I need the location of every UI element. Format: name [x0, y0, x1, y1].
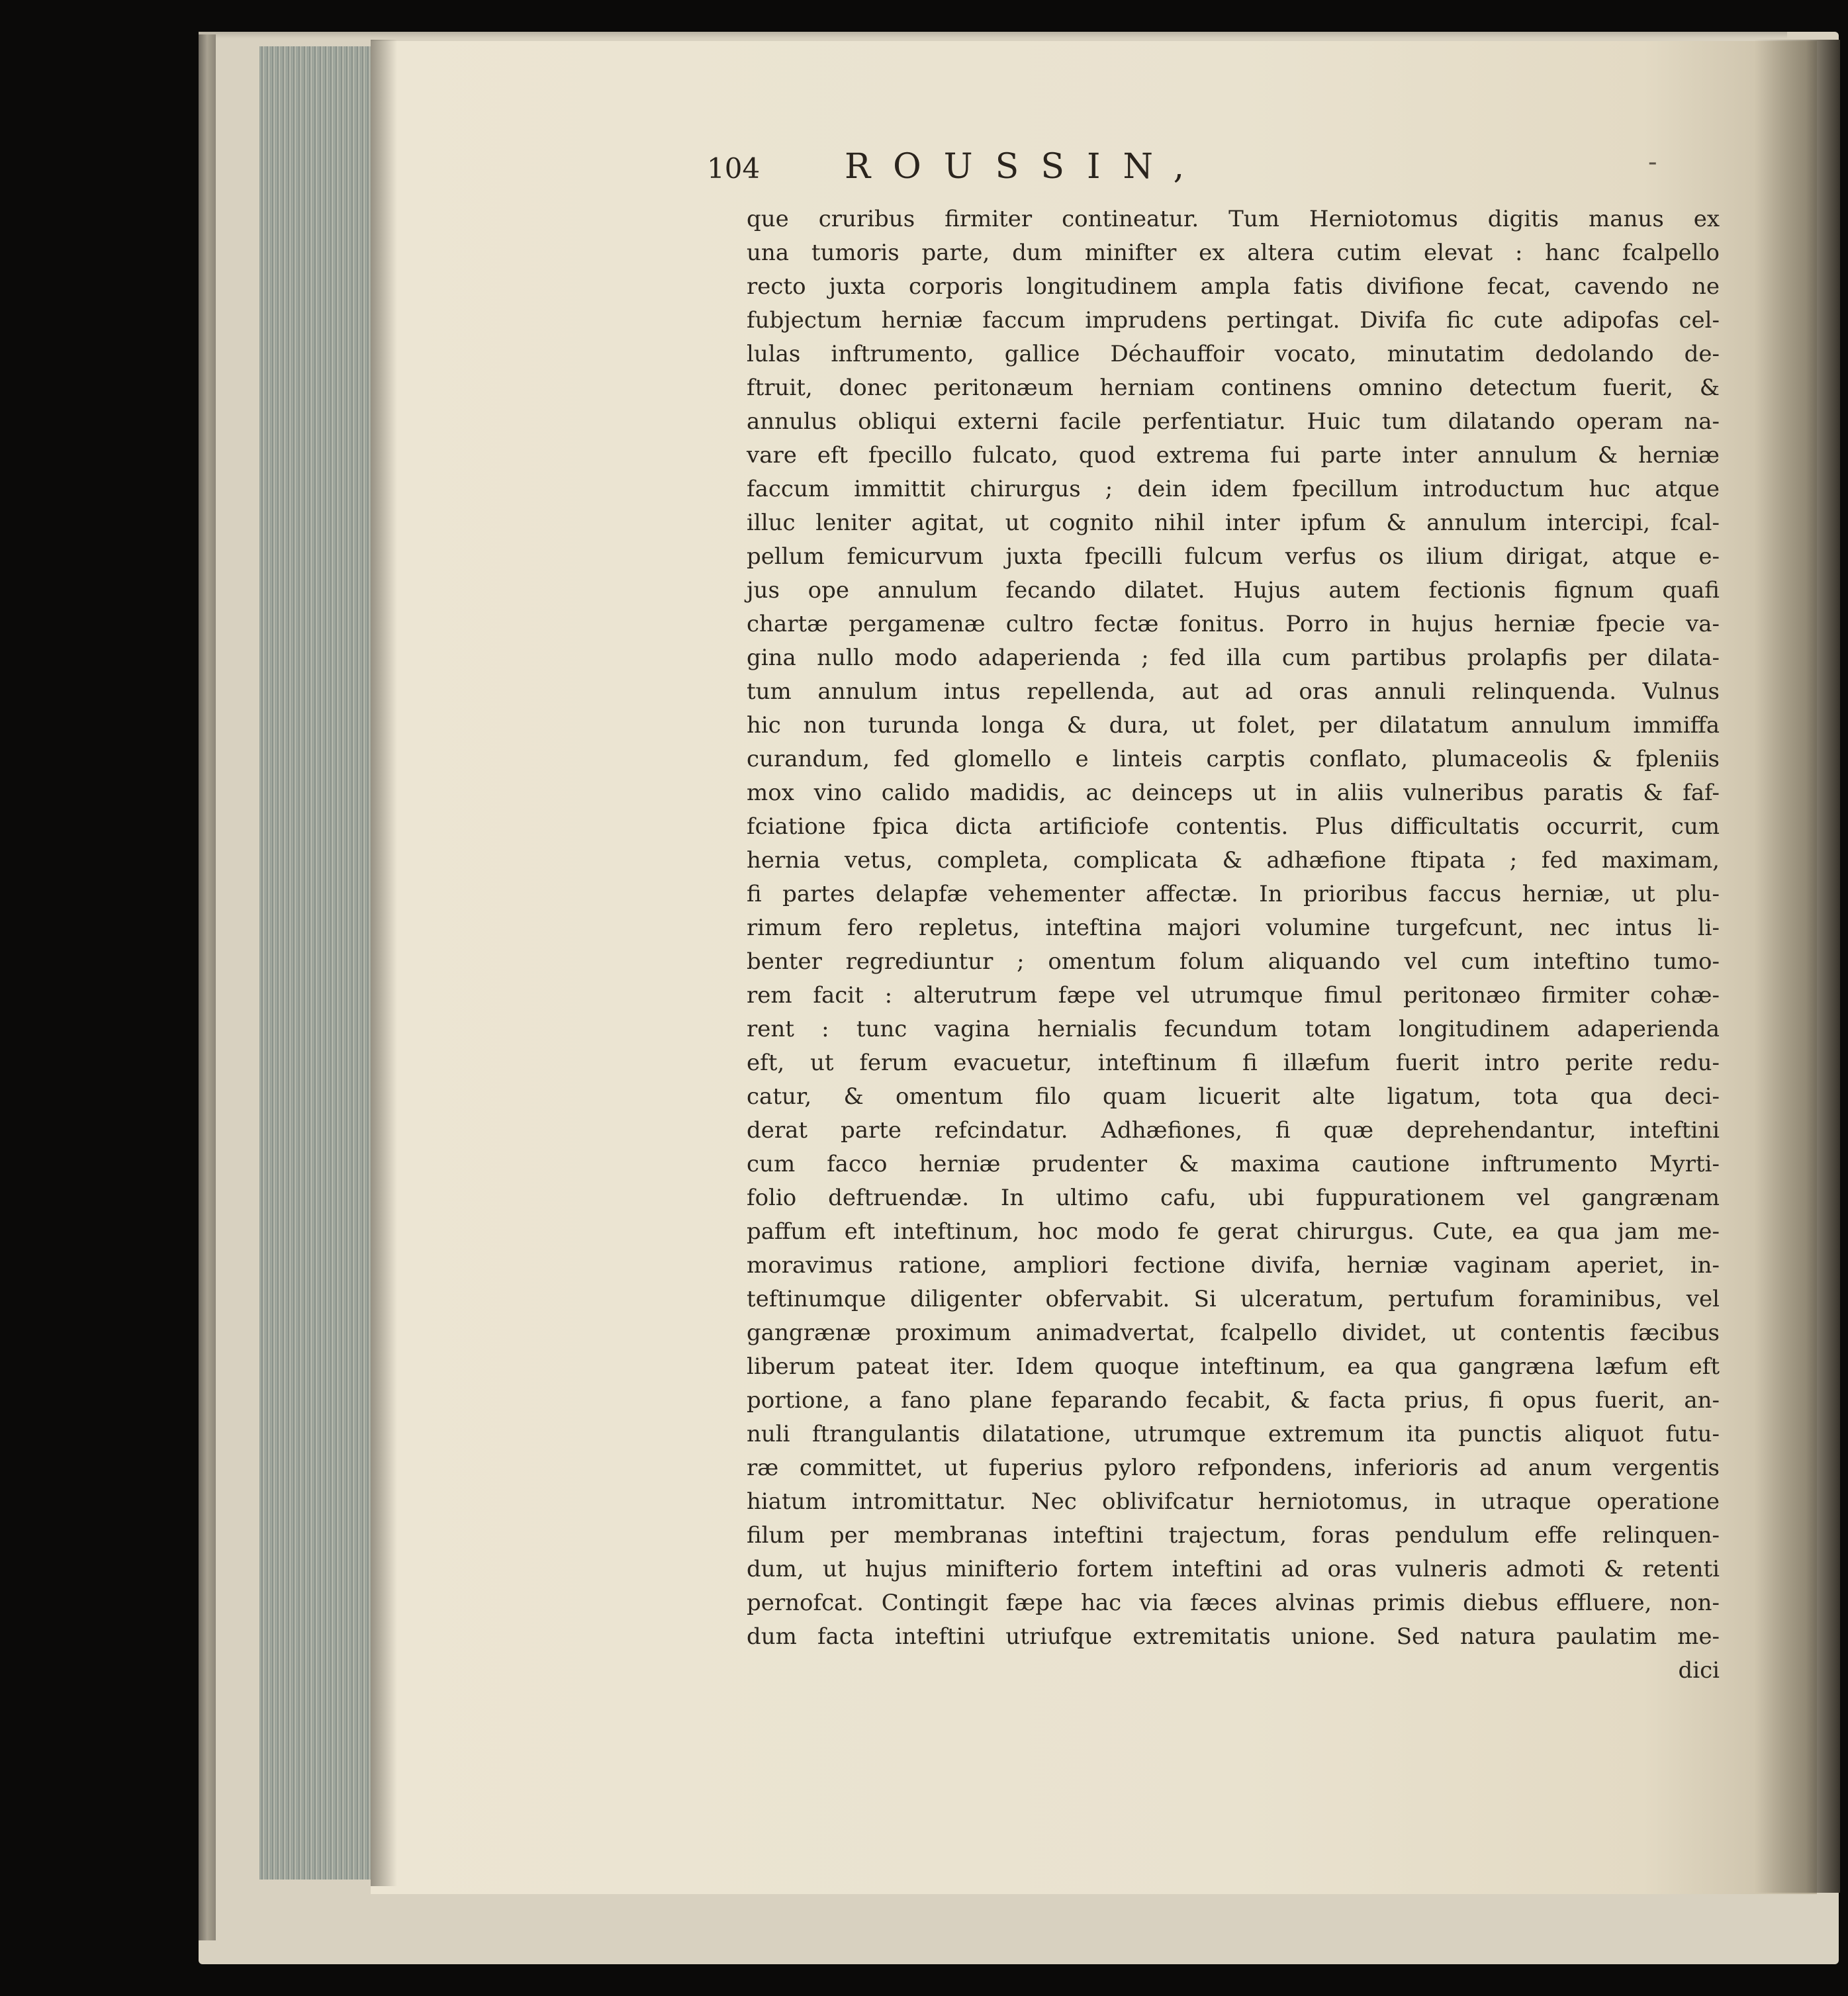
text-line: una tumoris parte, dum minifter ex altera cutim elevat : hanc fcalpello	[747, 240, 1720, 266]
text-line: pellum femicurvum juxta fpecilli fulcum verfus os ilium dirigat, atque e-	[747, 543, 1720, 570]
catchword: dici	[1678, 1657, 1720, 1684]
text-line: ftruit, donec peritonæum herniam continens omnino detectum fuerit, &	[747, 375, 1720, 401]
text-line: portione, a fano plane feparando fecabit, & facta prius, fi opus fuerit, an-	[747, 1387, 1720, 1414]
cover-edge	[199, 34, 216, 1940]
text-line: rimum fero repletus, inteftina majori volumine turgefcunt, nec intus li-	[747, 915, 1720, 941]
text-line: liberum pateat iter. Idem quoque inteftinum, ea qua gangræna læfum eft	[747, 1353, 1720, 1380]
text-line: tum annulum intus repellenda, aut ad oras annuli relinquenda. Vulnus	[747, 678, 1720, 705]
text-line: derat parte refcindatur. Adhæfiones, fi quæ deprehendantur, inteftini	[747, 1117, 1720, 1144]
header-mark: -	[1648, 147, 1657, 177]
text-line: hernia vetus, completa, complicata & adhæfione ftipata ; fed maximam,	[747, 847, 1720, 874]
text-line: paffum eft inteftinum, hoc modo fe gerat chirurgus. Cute, ea qua jam me-	[747, 1218, 1720, 1245]
text-line: vare eft fpecillo fulcato, quod extrema fui parte inter annulum & herniæ	[747, 442, 1720, 469]
text-line: faccum immittit chirurgus ; dein idem fpecillum introductum huc atque	[747, 476, 1720, 502]
text-line: fi partes delapfæ vehementer affectæ. In prioribus faccus herniæ, ut plu-	[747, 881, 1720, 907]
text-line: hic non turunda longa & dura, ut folet, per dilatatum annulum immiffa	[747, 712, 1720, 739]
page-shadow	[371, 40, 397, 1886]
text-line: recto juxta corporis longitudinem ampla fatis divifione fecat, cavendo ne	[747, 273, 1720, 300]
gutter	[1754, 40, 1840, 1893]
text-line: ræ committet, ut fuperius pyloro refpondens, inferioris ad anum vergentis	[747, 1455, 1720, 1481]
text-line: que cruribus firmiter contineatur. Tum Herniotomus digitis manus ex	[747, 206, 1720, 232]
page-block-edge	[259, 46, 385, 1880]
body-text	[747, 203, 1720, 1688]
text-line: cum facco herniæ prudenter & maxima cautione inftrumento Myrti-	[747, 1151, 1720, 1177]
text-line: jus ope annulum fecando dilatet. Hujus autem fectionis fignum quafi	[747, 577, 1720, 604]
book-top-edge	[199, 32, 1787, 38]
text-line: teftinumque diligenter obfervabit. Si ulceratum, pertufum foraminibus, vel	[747, 1286, 1720, 1312]
running-title: ROUSSIN,	[845, 147, 1207, 187]
text-line: pernofcat. Contingit fæpe hac via fæces alvinas primis diebus effluere, non-	[747, 1590, 1720, 1616]
text-line: moravimus ratione, ampliori fectione divifa, herniæ vaginam aperiet, in-	[747, 1252, 1720, 1279]
text-line: hiatum intromittatur. Nec oblivifcatur herniotomus, in utraque operatione	[747, 1488, 1720, 1515]
text-line: annulus obliqui externi facile perfentiatur. Huic tum dilatando operam na-	[747, 408, 1720, 435]
text-line: lulas inftrumento, gallice Déchauffoir vocato, minutatim dedolando de-	[747, 341, 1720, 367]
text-line: eft, ut ferum evacuetur, inteftinum fi illæfum fuerit intro perite redu-	[747, 1050, 1720, 1076]
text-line: mox vino calido madidis, ac deinceps ut in aliis vulneribus paratis & faf-	[747, 780, 1720, 806]
text-line: fciatione fpica dicta artificiofe contentis. Plus difficultatis occurrit, cum	[747, 813, 1720, 840]
text-line: curandum, fed glomello e linteis carptis conflato, plumaceolis & fpleniis	[747, 746, 1720, 772]
text-line: illuc leniter agitat, ut cognito nihil inter ipfum & annulum intercipi, fcal-	[747, 510, 1720, 536]
text-line: dum facta inteftini utriufque extremitatis unione. Sed natura paulatim me-	[747, 1623, 1720, 1650]
text-line: catur, & omentum filo quam licuerit alte ligatum, tota qua deci-	[747, 1083, 1720, 1110]
text-line: rent : tunc vagina hernialis fecundum totam longitudinem adaperienda	[747, 1016, 1720, 1042]
text-line: filum per membranas inteftini trajectum, foras pendulum effe relinquen-	[747, 1522, 1720, 1549]
text-line: fubjectum herniæ faccum imprudens pertingat. Divifa fic cute adipofas cel-	[747, 307, 1720, 334]
text-line: gina nullo modo adaperienda ; fed illa cum partibus prolapfis per dilata-	[747, 645, 1720, 671]
text-line: chartæ pergamenæ cultro fectæ fonitus. Porro in hujus herniæ fpecie va-	[747, 611, 1720, 637]
text-line: rem facit : alterutrum fæpe vel utrumque fimul peritonæo firmiter cohæ-	[747, 982, 1720, 1009]
text-line: folio deftruendæ. In ultimo cafu, ubi fuppurationem vel gangrænam	[747, 1185, 1720, 1211]
text-line: dum, ut hujus minifterio fortem inteftini ad oras vulneris admoti & retenti	[747, 1556, 1720, 1582]
text-line: gangrænæ proximum animadvertat, fcalpello dividet, ut contentis fæcibus	[747, 1320, 1720, 1346]
text-line: benter regrediuntur ; omentum folum aliquando vel cum inteftino tumo-	[747, 948, 1720, 975]
page-number: 104	[707, 152, 761, 185]
text-line: nuli ftrangulantis dilatatione, utrumque extremum ita punctis aliquot futu-	[747, 1421, 1720, 1447]
